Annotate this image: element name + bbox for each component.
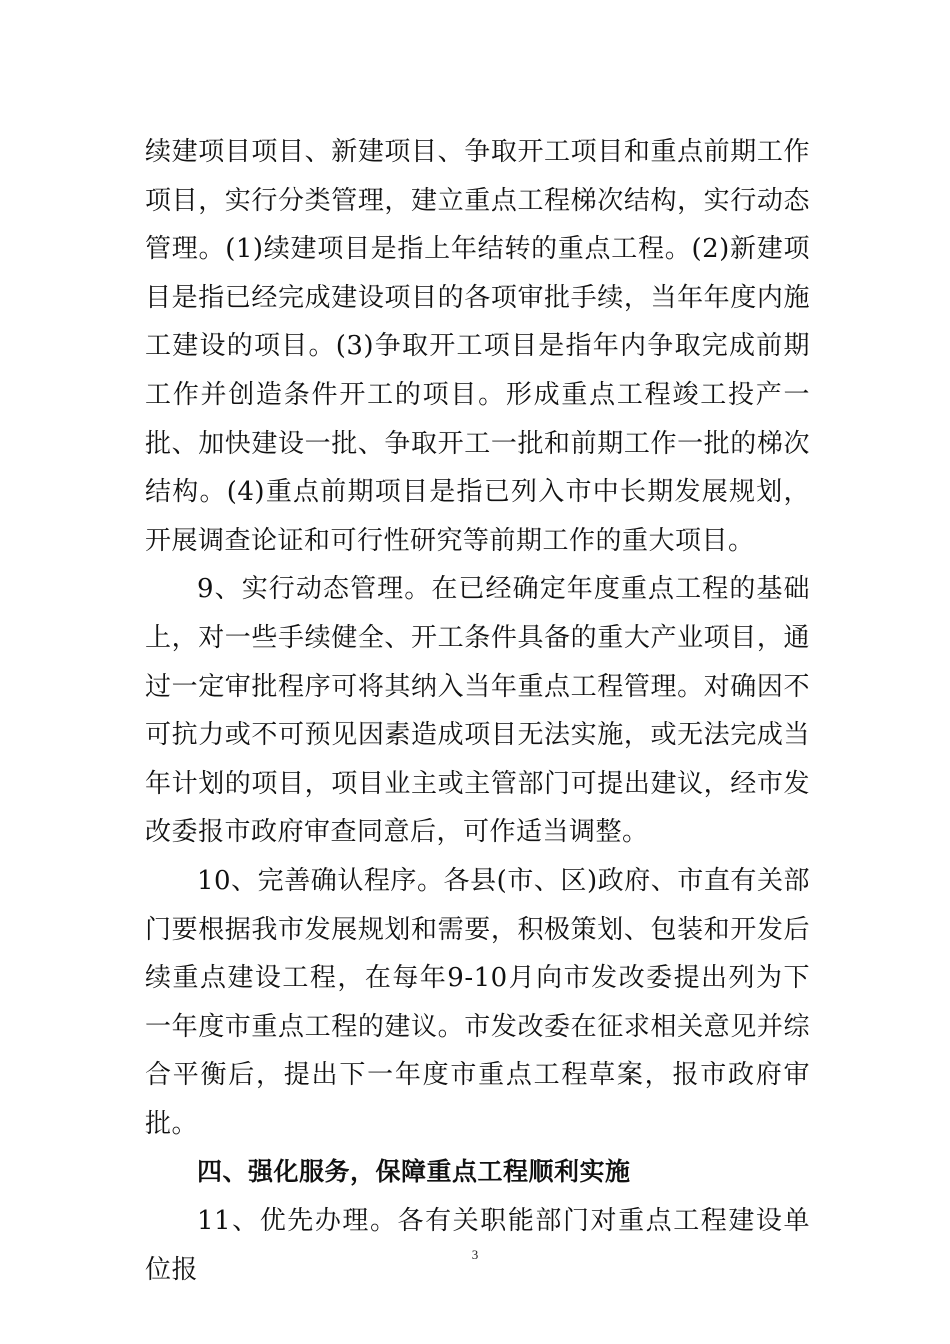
paragraph-item-9: 9、实行动态管理。在已经确定年度重点工程的基础上，对一些手续健全、开工条件具备的重大产业项目，通过一定审批程序可将其纳入当年重点工程管理。对确因不可抗力或不可预见因素造成项目无法实施，或无法完成当年计划的项目，项目业主或主管部门可提出建议，经市发改委报市政府审查同意后，可作适当调整。 — [145, 574, 810, 848]
paragraph-item-10: 10、完善确认程序。各县(市、区)政府、市直有关部门要根据我市发展规划和需要，积极策划、包装和开发后续重点建设工程，在每年9-10月向市发改委提出列为下一年度市重点工程的建议。市发改委在征求相关意见并综合平衡后，提出下一年度市重点工程草案，报市政府审批。 — [145, 865, 810, 1139]
document-body — [145, 128, 810, 1294]
paragraph-item-11: 11、优先办理。各有关职能部门对重点工程建设单位报 — [145, 1206, 810, 1285]
section-heading-4: 四、强化服务，保障重点工程顺利实施 — [197, 1157, 631, 1187]
page-number: 3 — [471, 1247, 479, 1262]
paragraph-project-classification: 续建项目项目、新建项目、争取开工项目和重点前期工作项目，实行分类管理，建立重点工程梯次结构，实行动态管理。(1)续建项目是指上年结转的重点工程。(2)新建项目是指已经完成建设项目的各项审批手续，当年年度内施工建设的项目。(3)争取开工项目是指年内争取完成前期工作并创造条件开工的项目。形成重点工程竣工投产一批、加快建设一批、争取开工一批和前期工作一批的梯次结构。(4)重点前期项目是指已列入市中长期发展规划，开展调查论证和可行性研究等前期工作的重大项目。 — [145, 137, 810, 556]
